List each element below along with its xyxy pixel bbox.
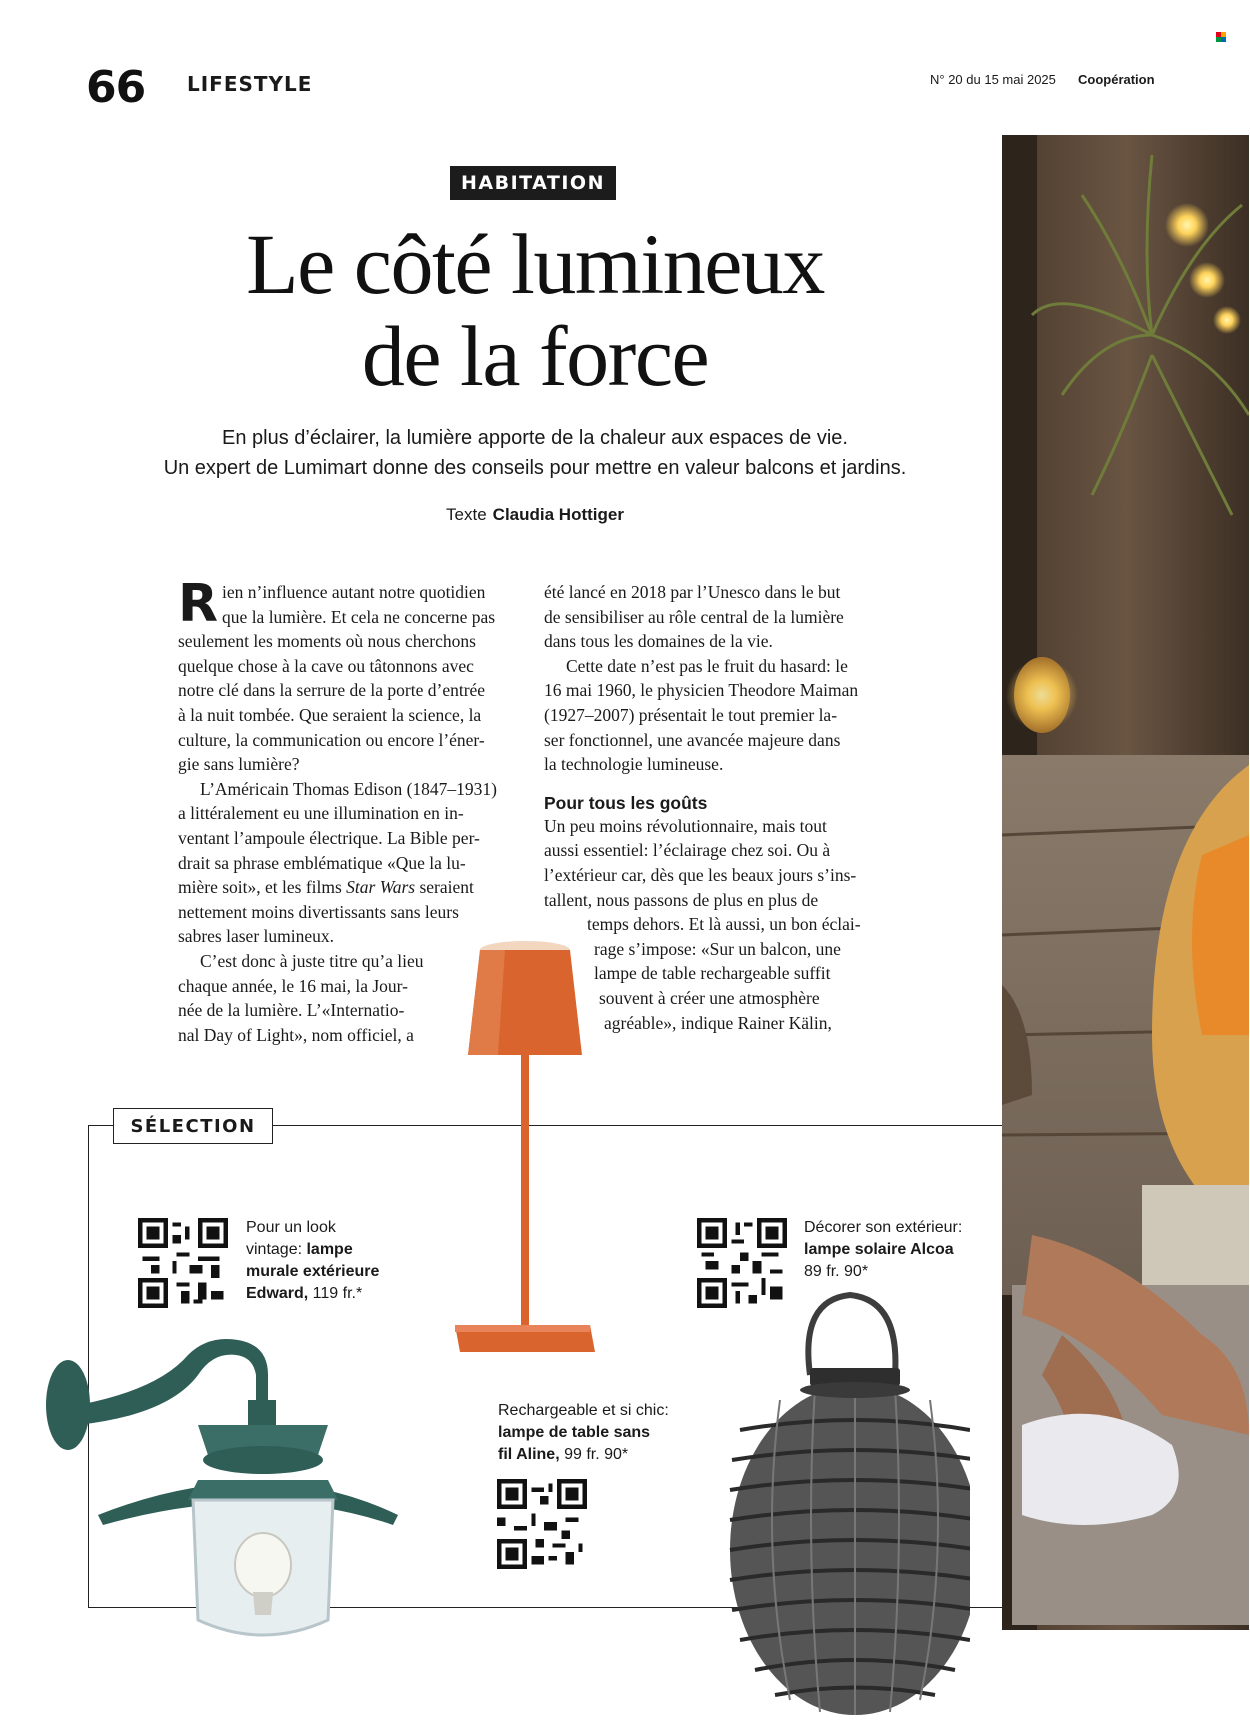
subheading: Pour tous les goûts xyxy=(544,792,708,813)
product-price: 89 fr. 90* xyxy=(804,1263,869,1280)
title-line: Le côté lumineux xyxy=(246,216,824,312)
byline xyxy=(150,505,920,525)
product-intro: Pour un look xyxy=(246,1219,336,1236)
text-line: souvent à créer une atmosphère xyxy=(599,987,820,1008)
text-line: lampe de table rechargeable suffit xyxy=(594,963,831,984)
text-line: agréable», indique Rainer Kälin, xyxy=(604,1012,832,1033)
paragraph xyxy=(544,580,888,654)
film-title: Star Wars xyxy=(346,877,416,898)
section-name: LIFESTYLE xyxy=(187,72,313,96)
text-line: quelque chose à la cave ou tâtonnons avec xyxy=(178,655,474,676)
text-line: ser fonctionnel, une avancée majeure dans xyxy=(544,729,841,750)
product-price: 99 fr. 90* xyxy=(559,1446,629,1463)
text-line: L’Américain Thomas Edison (1847–1931) xyxy=(200,778,497,799)
product-name: murale extérieure xyxy=(246,1263,380,1280)
lead-line: Un expert de Lumimart donne des conseils pour mettre en valeur balcons et jardins. xyxy=(163,457,907,479)
product-intro: Décorer son extérieur: xyxy=(804,1219,963,1236)
text-line: a littéralement eu une illumination en in- xyxy=(178,803,464,824)
text-line: que la lumière. Et cela ne concerne pas xyxy=(222,606,496,627)
product-name: fil Aline, xyxy=(498,1446,560,1463)
text-line: dans tous les domaines de la vie. xyxy=(544,631,773,652)
text-line: culture, la communication ou encore l’éner- xyxy=(178,729,485,750)
text-line: ien n’influence autant notre quotidien xyxy=(222,582,486,602)
solar-lantern-alcoa-image xyxy=(700,1290,970,1720)
text-line: l’extérieur car, dès que les beaux jours s’ins- xyxy=(544,864,857,885)
text-line: seulement les moments où nous cherchons xyxy=(178,631,476,652)
byline-prefix: Texte xyxy=(446,505,487,524)
text-line: nal Day of Light», nom officiel, a xyxy=(178,1024,414,1045)
text-line: sabres laser lumineux. xyxy=(178,926,334,947)
product-name: Edward, xyxy=(246,1285,309,1302)
product-name: lampe xyxy=(306,1241,353,1258)
kicker-tag: HABITATION xyxy=(450,166,616,200)
lead-line: En plus d’éclairer, la lumière apporte de la chaleur aux espaces de vie. xyxy=(222,427,848,449)
text-line: C’est donc à juste titre qu’a lieu xyxy=(200,950,424,971)
publication-name: Coopération xyxy=(1078,72,1155,87)
text-line: la technologie lumineuse. xyxy=(544,754,724,775)
text-line xyxy=(178,875,522,900)
text-line: aussi essentiel: l’éclairage chez soi. Ou à xyxy=(544,840,831,861)
article-lead xyxy=(80,423,990,483)
article-title xyxy=(150,218,920,402)
product-caption-alcoa xyxy=(804,1217,1004,1283)
product-intro: vintage: xyxy=(246,1241,307,1258)
text-line: (1927–2007) présentait le tout premier la- xyxy=(544,704,838,725)
product-name: lampe solaire Alcoa xyxy=(804,1241,954,1258)
text-line: drait sa phrase emblématique «Que la lu- xyxy=(178,852,466,873)
text-line: nettement moins divertissants sans leurs xyxy=(178,901,459,922)
text-line: à la nuit tombée. Que seraient la science, la xyxy=(178,704,482,725)
text-run: seraient xyxy=(415,877,474,898)
text-line: 16 mai 1960, le physicien Theodore Maiman xyxy=(544,680,859,701)
text-run: mière soit», et les films xyxy=(178,877,347,898)
byline-author: Claudia Hottiger xyxy=(492,505,624,524)
text-line: été lancé en 2018 par l’Unesco dans le but xyxy=(544,582,841,602)
page-number: 66 xyxy=(86,62,146,113)
text-line: née de la lumière. L’«Internatio- xyxy=(178,1000,405,1021)
text-line: tallent, nous passons de plus en plus de xyxy=(544,889,819,910)
text-line: de sensibiliser au rôle central de la lumière xyxy=(544,606,844,627)
product-price: 119 fr.* xyxy=(308,1285,363,1302)
wall-lamp-edward-image xyxy=(38,1330,408,1655)
paragraph xyxy=(178,777,522,949)
product-name: lampe de table sans xyxy=(498,1424,651,1441)
qr-code-icon[interactable] xyxy=(497,1479,587,1569)
product-caption-aline xyxy=(498,1400,698,1466)
qr-code-icon[interactable] xyxy=(138,1218,228,1308)
text-line: chaque année, le 16 mai, la Jour- xyxy=(178,975,408,996)
garden-lifestyle-photo xyxy=(1002,135,1249,1630)
table-lamp-aline-image xyxy=(450,940,600,1360)
paragraph xyxy=(544,654,888,777)
text-line: temps dehors. Et là aussi, un bon éclai- xyxy=(587,914,861,935)
product-intro: Rechargeable et si chic: xyxy=(498,1402,669,1419)
title-line: de la force xyxy=(361,308,709,404)
text-line: rage s’impose: «Sur un balcon, une xyxy=(594,938,841,959)
issue-info: N° 20 du 15 mai 2025 xyxy=(930,72,1056,87)
text-line: gie sans lumière? xyxy=(178,754,300,775)
text-line: notre clé dans la serrure de la porte d’entrée xyxy=(178,680,486,701)
paragraph xyxy=(178,574,522,777)
text-line: Cette date n’est pas le fruit du hasard: le xyxy=(566,655,848,676)
text-line: ventant l’ampoule électrique. La Bible per- xyxy=(178,827,480,848)
drop-cap: R xyxy=(178,574,219,634)
text-line: Un peu moins révolutionnaire, mais tout xyxy=(544,815,827,836)
product-caption-edward xyxy=(246,1217,406,1305)
brand-mark-icon xyxy=(1216,32,1226,42)
selection-label: SÉLECTION xyxy=(113,1108,273,1144)
